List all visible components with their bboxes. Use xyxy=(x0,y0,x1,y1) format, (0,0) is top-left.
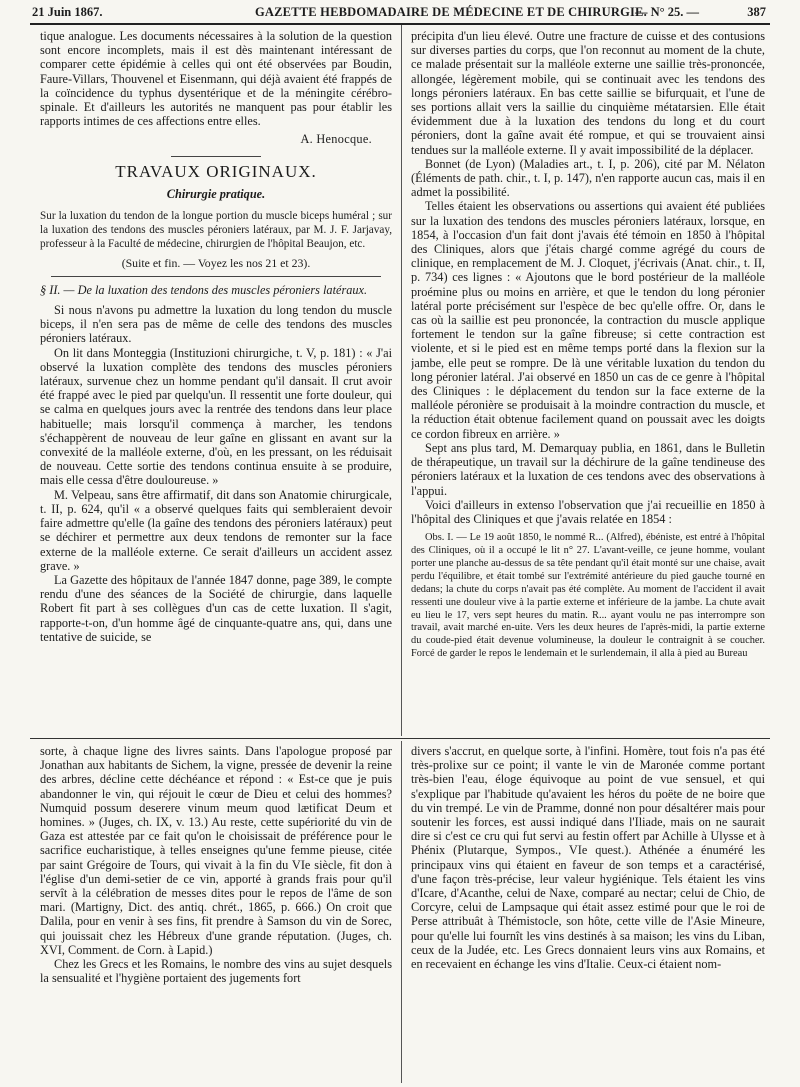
paragraph: On lit dans Monteggia (Instituzioni chirurgiche, t. V, p. 181) : « J'ai observé la luxation complète des tendons des muscles péroniers latéraux, survenue chez un homme pendant qu'il dansait. Il crut avoir été frappé avec le pied par quelqu'un. Il ressentit une forte douleur, qui se calma en quelques jours avec la rentrée des tendons dans leur place habituelle; mais lorsqu'il commença à marcher, les tendons s'échappèrent de nouveau de leur gaîne en glissant en avant sur la convexité de la malléole externe, d'où, en les pressant, on les réduisait de nouveau. Cette sortie des tendons continua ensuite à se produire, mais elle cessa d'être douloureuse. » xyxy=(40,345,392,488)
column-separator-lower xyxy=(401,741,402,1083)
section-subtitle: Chirurgie pratique. xyxy=(166,186,266,201)
author-signature: A. Henocque. xyxy=(300,132,372,147)
divider xyxy=(51,276,381,277)
column-separator xyxy=(401,25,402,736)
header-issue-number: — N° 25. — xyxy=(635,5,700,19)
column-1 xyxy=(40,29,392,735)
divider xyxy=(171,156,261,157)
header-rule xyxy=(30,23,770,25)
subsection-heading: § II. — De la luxation des tendons des muscles péroniers latéraux. xyxy=(40,282,368,297)
column-2 xyxy=(411,29,765,735)
paragraph: M. Velpeau, sans être affirmatif, dit dans son Anatomie chirurgicale, t. II, p. 624, qu'il « a observé quelques faits qui sembleraient devoir faire admettre qu'elle (la gaîne des tendons des péroniers latéraux) peut se déchirer et permettre aux deux tendons de remonter sur la face externe de la malléole externe. Ce serait d'ailleurs un accident assez grave. » xyxy=(40,487,392,573)
page-header xyxy=(30,2,770,22)
paragraph: Chez les Grecs et les Romains, le nombre des vins au sujet desquels la sensualité et l'hygiène portaient des jugements fort xyxy=(40,957,392,986)
paragraph: Si nous n'avons pu admettre la luxation du long tendon du muscle biceps, il n'en sera pas de même de celle des tendons des muscles péroniers latéraux. xyxy=(40,303,392,346)
column-3 xyxy=(40,744,392,1086)
header-date: 21 Juin 1867. xyxy=(32,5,103,19)
paragraph: Sept ans plus tard, M. Demarquay publia, en 1861, dans le Bulletin de thérapeutique, un travail sur la déchirure de la gaîne tendineuse des péroniers latéraux et la luxation de ces tendons avec des observations à l'appui. xyxy=(411,440,765,498)
paragraph: Voici d'ailleurs in extenso l'observation que j'ai recueillie en 1850 à l'hôpital des Cliniques et que j'avais relatée en 1854 : xyxy=(411,497,765,526)
paragraph: Telles étaient les observations ou assertions qui avaient été publiées sur la luxation des tendons des muscles péroniers latéraux, lorsque, en 1854, à l'occasion d'un fait dont j'avais été témoin en 1850 à l'hôpital des Cliniques, alors que j'étais chargé comme agrégé du cours de clinique, en remplacement de M. J. Cloquet, j'écrivais (Anat. chir., t. II, p. 734) ces lignes : « Ajoutons que le bord postérieur de la malléole proémine plus ou moins en arrière, et que le tendon du long péronier latéral porte précisément sur l'espèce de bec qu'elle offre. Or, dans le cas où la saillie est peu prononcée, la contraction du muscle applique fortement le tendon sur la gaîne fibreuse; si cette contraction est violente, et si le pied est en même temps porté dans la flexion sur la jambe, elle peut se rompre. De là une véritable luxation du tendon du long péronier latéral. J'ai observé en 1850 un cas de ce genre à l'hôpital des Cliniques : le déplacement du tendon sur la face externe de la malléole péronière se produisait à la moindre contraction du muscle, et la réduction était obtenue facilement quand on poussait avec les doigts ce cordon fibreux en arrière. » xyxy=(411,199,765,441)
section-title: TRAVAUX ORIGINAUX. xyxy=(115,161,317,181)
paragraph: divers s'accrut, en quelque sorte, à l'infini. Homère, tout fois n'a pas été très-prolixe sur ce point; il vante le vin de Maronée comme portant très-bien l'eau, éloge équivoque au point de vue sensuel, et qui s'explique par l'habitude qu'avaient les héros du poëte de ne boire que du vin trempé. Le vin de Pramme, donné non pour désaltérer mais pour soutenir les forces, est aussi indiqué dans l'Iliade, mais on ne saurait dire si c'est ce cru qui fut servi au festin offert par Achille à Ulysse et à Phénix (Plutarque, Sympos., VIe quest.). Athénée a énuméré les principaux vins qui étaient en faveur de son temps et a caractérisé, d'une façon très-précise, leur valeur hygiénique. Tels étaient les vins d'Icare, d'Acanthe, celui de Naxe, comparé au nectar; celui de Chio, de Corcyre, celui de Lampsaque qui était assez estimé pour que le roi de Perse attribuât à Thémistocle, son hôte, cette ville de l'Asie Mineure, pour qu'elle lui fournît les vins destinés à sa maison; les vins du Liban, ceux de la Judée, etc. Les Grecs donnaient leurs vins aux Romains, et en recevaient en échange les vins d'Italie. Ceux-ci étaient nom- xyxy=(411,744,765,972)
header-title: GAZETTE HEBDOMADAIRE DE MÉDECINE ET DE CHIRURGIE. xyxy=(255,5,647,19)
column-4 xyxy=(411,744,765,1086)
paragraph: La Gazette des hôpitaux de l'année 1847 donne, page 389, le compte rendu d'une des séances de la Société de chirurgie, dans laquelle Robert fit part à ses collègues d'un cas de cette luxation. Il s'agit, rapporte-t-on, d'un homme âgé de cinquante-quatre ans, qui, dans une tentative de suicide, se xyxy=(40,572,392,644)
paragraph: précipita d'un lieu élevé. Outre une fracture de cuisse et des contusions sur diverses parties du corps, que l'on reconnut au moment de la chute, ce malade présentait sur la malléole externe une saillie très-prononcée, allongée, légèrement mobile, qui se continuait avec les tendons des longs péroniers latéraux. En bas cette saillie se bifurquait, et l'une de ses portions allait vers la saillie du cinquième métatarsien. Elle était évidemment due à la luxation des tendons du long et du court péroniers, dont la gaîne avait été rompue, et qui se trouvaient ainsi tendues sur la malléole externe. Il y avait impossibilité de la déplacer. xyxy=(411,29,765,157)
continuation-note: (Suite et fin. — Voyez les nos 21 et 23). xyxy=(121,255,311,270)
header-page-number: 387 xyxy=(747,5,766,19)
paragraph: sorte, à chaque ligne des livres saints. Dans l'apologue proposé par Jonathan aux habitants de Sichem, la vigne, pressée de devenir la reine des arbres, décline cette déchéance et répond : « Est-ce que je puis abandonner le vin, qui réjouit le cœur de Dieu et celui des hommes? Numquid possum deserere vinum meum quod lætificat Deum et homines. » (Juges, ch. IX, v. 13.) Au reste, cette supériorité du vin de Gaza est attestée par ce fait qu'on le choisissait de préférence pour le sacrifice eucharistique, à telles enseignes qu'une femme pieuse, citée par saint Grégoire de Tours, qui vivait à la fin du VIe siècle, fit don à l'église d'un demi-setier de ce vin, apporté à grands frais pour qu'il servît à la célébration de messes dites pour le repos de l'âme de son mari. (Martigny, Dict. des antiq. chrét., 1865, p. 666.) On croit que Dalila, pour en venir à ses fins, fit prendre à Samson du vin de Sorec, qui jouissait chez les Hébreux d'une grande réputation. (Juges, ch. XVI, Comment. de Corn. à Lapid.) xyxy=(40,744,392,957)
article-title: Sur la luxation du tendon de la longue portion du muscle biceps huméral ; sur la luxation des tendons des muscles péroniers latéraux, par M. J. F. Jarjavay, professeur à la Faculté de médecine, chirurgien de l'hôpital Beaujon, etc. xyxy=(40,210,392,251)
paragraph: Bonnet (de Lyon) (Maladies art., t. I, p. 206), cité par M. Nélaton (Éléments de path. chir., t. I, p. 147), n'en rapporte aucun cas, mais il en admet la possibilité. xyxy=(411,156,765,200)
paragraph: tique analogue. Les documents nécessaires à la solution de la question sont encore incomplets, mais il est dès maintenant intéressant de comparer cette épidémie à celles qui ont été observées par Boudin, Faure-Villars, Thouvenel et Eisenmann, qui déjà avaient été frappés de la coïncidence du typhus dysentérique et de la méningite cérébro-spinale. Et d'ailleurs les autorités ne manquent pas pour établir les rapports intimes de ces affections entre elles. xyxy=(40,29,392,129)
feuilleton-rule xyxy=(30,738,770,739)
observation-text: Obs. I. — Le 19 août 1850, le nommé R... (Alfred), ébéniste, est entré à l'hôpital des Cliniques, où il a occupé le lit n° 27. L'avant-veille, ce jeune homme, voulant porter une planche au-dessus de sa tête pendant qu'il était monté sur une chaise, avait perdu l'équilibre, et était tombé sur l'extrémité antérieure du pied gauche tourné en dedans; la chute du corps n'avait pas été complète. Au moment de l'accident il avait ressenti une douleur vive à la partie externe et inférieure de la jambe. La chute avait eu lieu le 17, vers sept heures du matin. R... ayant voulu ne pas interrompre son travail, avait marché en-uite. Vers les deux heures de l'après-midi, la partie externe du coude-pied était devenue volumineuse, la douleur le contraignit à se coucher. Forcé de garder le repos le lendemain et le surlendemain, il alla à pied au Bureau xyxy=(411,532,765,660)
